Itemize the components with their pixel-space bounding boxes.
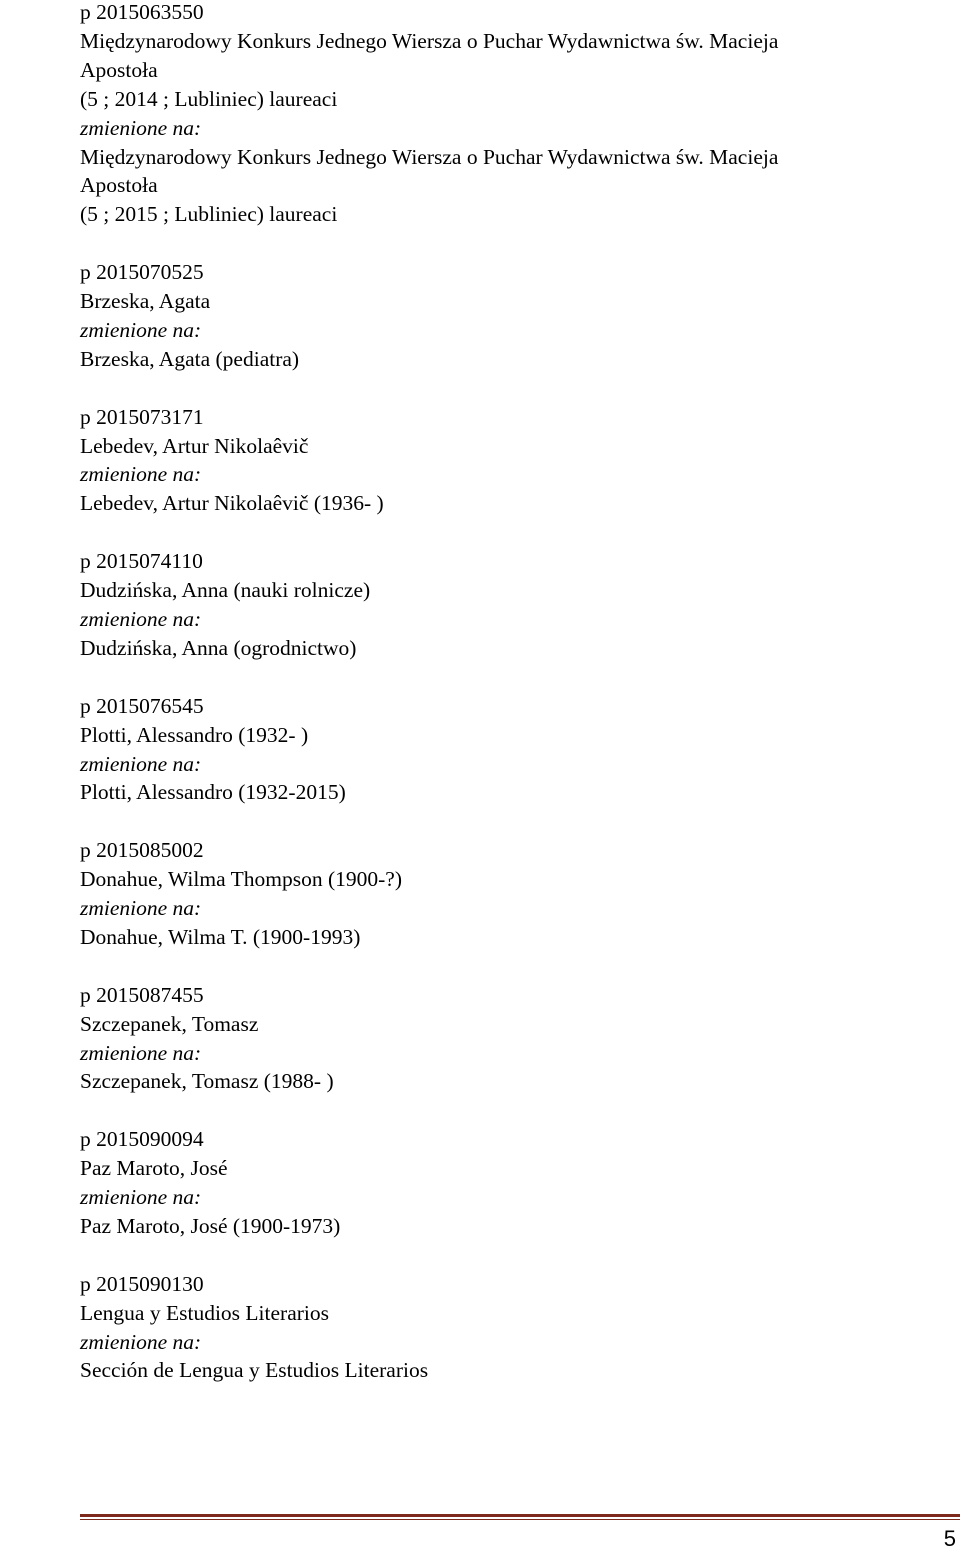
- footer-divider-thin: [80, 1519, 960, 1520]
- entry-2015076545: [80, 692, 920, 808]
- entry-old-heading: Lebedev, Artur Nikolaêvič: [80, 433, 309, 458]
- entry-new-heading: Donahue, Wilma T. (1900-1993): [80, 924, 361, 949]
- footer-divider-thick: [80, 1514, 960, 1517]
- changed-to-label: zmienione na:: [80, 1329, 202, 1354]
- changed-to-label: zmienione na:: [80, 606, 202, 631]
- entry-new-heading: Paz Maroto, José (1900-1973): [80, 1213, 341, 1238]
- entry-old-heading: (5 ; 2014 ; Lubliniec) laureaci: [80, 86, 338, 111]
- entry-id: p 2015073171: [80, 404, 204, 429]
- entry-id: p 2015074110: [80, 549, 203, 574]
- entry-old-heading: Dudzińska, Anna (nauki rolnicze): [80, 578, 371, 603]
- entry-old-heading: Szczepanek, Tomasz: [80, 1011, 259, 1036]
- entry-2015090130: [80, 1270, 920, 1386]
- changed-to-label: zmienione na:: [80, 462, 202, 487]
- changed-to-label: zmienione na:: [80, 1040, 202, 1065]
- entry-new-heading: (5 ; 2015 ; Lubliniec) laureaci: [80, 202, 338, 227]
- changed-to-label: zmienione na:: [80, 115, 202, 140]
- entry-2015087455: [80, 981, 920, 1097]
- entry-old-heading: Apostoła: [80, 57, 158, 82]
- entry-new-heading: Lebedev, Artur Nikolaêvič (1936- ): [80, 491, 384, 516]
- entry-old-heading: Plotti, Alessandro (1932- ): [80, 722, 309, 747]
- entry-new-heading: Brzeska, Agata (pediatra): [80, 346, 300, 371]
- entry-id: p 2015063550: [80, 0, 204, 24]
- entry-old-heading: Międzynarodowy Konkurs Jednego Wiersza o Puchar Wydawnictwa św. Macieja: [80, 28, 779, 53]
- entry-id: p 2015085002: [80, 838, 204, 863]
- entry-2015070525: [80, 258, 920, 374]
- entry-old-heading: Lengua y Estudios Literarios: [80, 1300, 329, 1325]
- changed-to-label: zmienione na:: [80, 317, 202, 342]
- changed-to-label: zmienione na:: [80, 751, 202, 776]
- document-body: [80, 0, 920, 1414]
- entry-2015073171: [80, 403, 920, 519]
- changed-to-label: zmienione na:: [80, 1185, 202, 1210]
- entry-2015074110: [80, 547, 920, 663]
- entry-id: p 2015090130: [80, 1271, 204, 1296]
- entry-new-heading: Szczepanek, Tomasz (1988- ): [80, 1069, 334, 1094]
- entry-id: p 2015090094: [80, 1127, 204, 1152]
- entry-id: p 2015087455: [80, 982, 204, 1007]
- page-number: 5: [943, 1526, 956, 1551]
- entry-new-heading: Dudzińska, Anna (ogrodnictwo): [80, 635, 357, 660]
- entry-old-heading: Paz Maroto, José: [80, 1156, 228, 1181]
- entry-old-heading: Donahue, Wilma Thompson (1900-?): [80, 867, 402, 892]
- entry-2015090094: [80, 1125, 920, 1241]
- entry-new-heading: Międzynarodowy Konkurs Jednego Wiersza o Puchar Wydawnictwa św. Macieja: [80, 144, 779, 169]
- entry-2015085002: [80, 836, 920, 952]
- entry-new-heading: Sección de Lengua y Estudios Literarios: [80, 1358, 429, 1383]
- entry-id: p 2015076545: [80, 693, 204, 718]
- entry-new-heading: Plotti, Alessandro (1932-2015): [80, 780, 346, 805]
- changed-to-label: zmienione na:: [80, 896, 202, 921]
- entry-new-heading: Apostoła: [80, 173, 158, 198]
- entry-id: p 2015070525: [80, 260, 204, 285]
- entry-old-heading: Brzeska, Agata: [80, 289, 211, 314]
- entry-2015063550: [80, 0, 920, 229]
